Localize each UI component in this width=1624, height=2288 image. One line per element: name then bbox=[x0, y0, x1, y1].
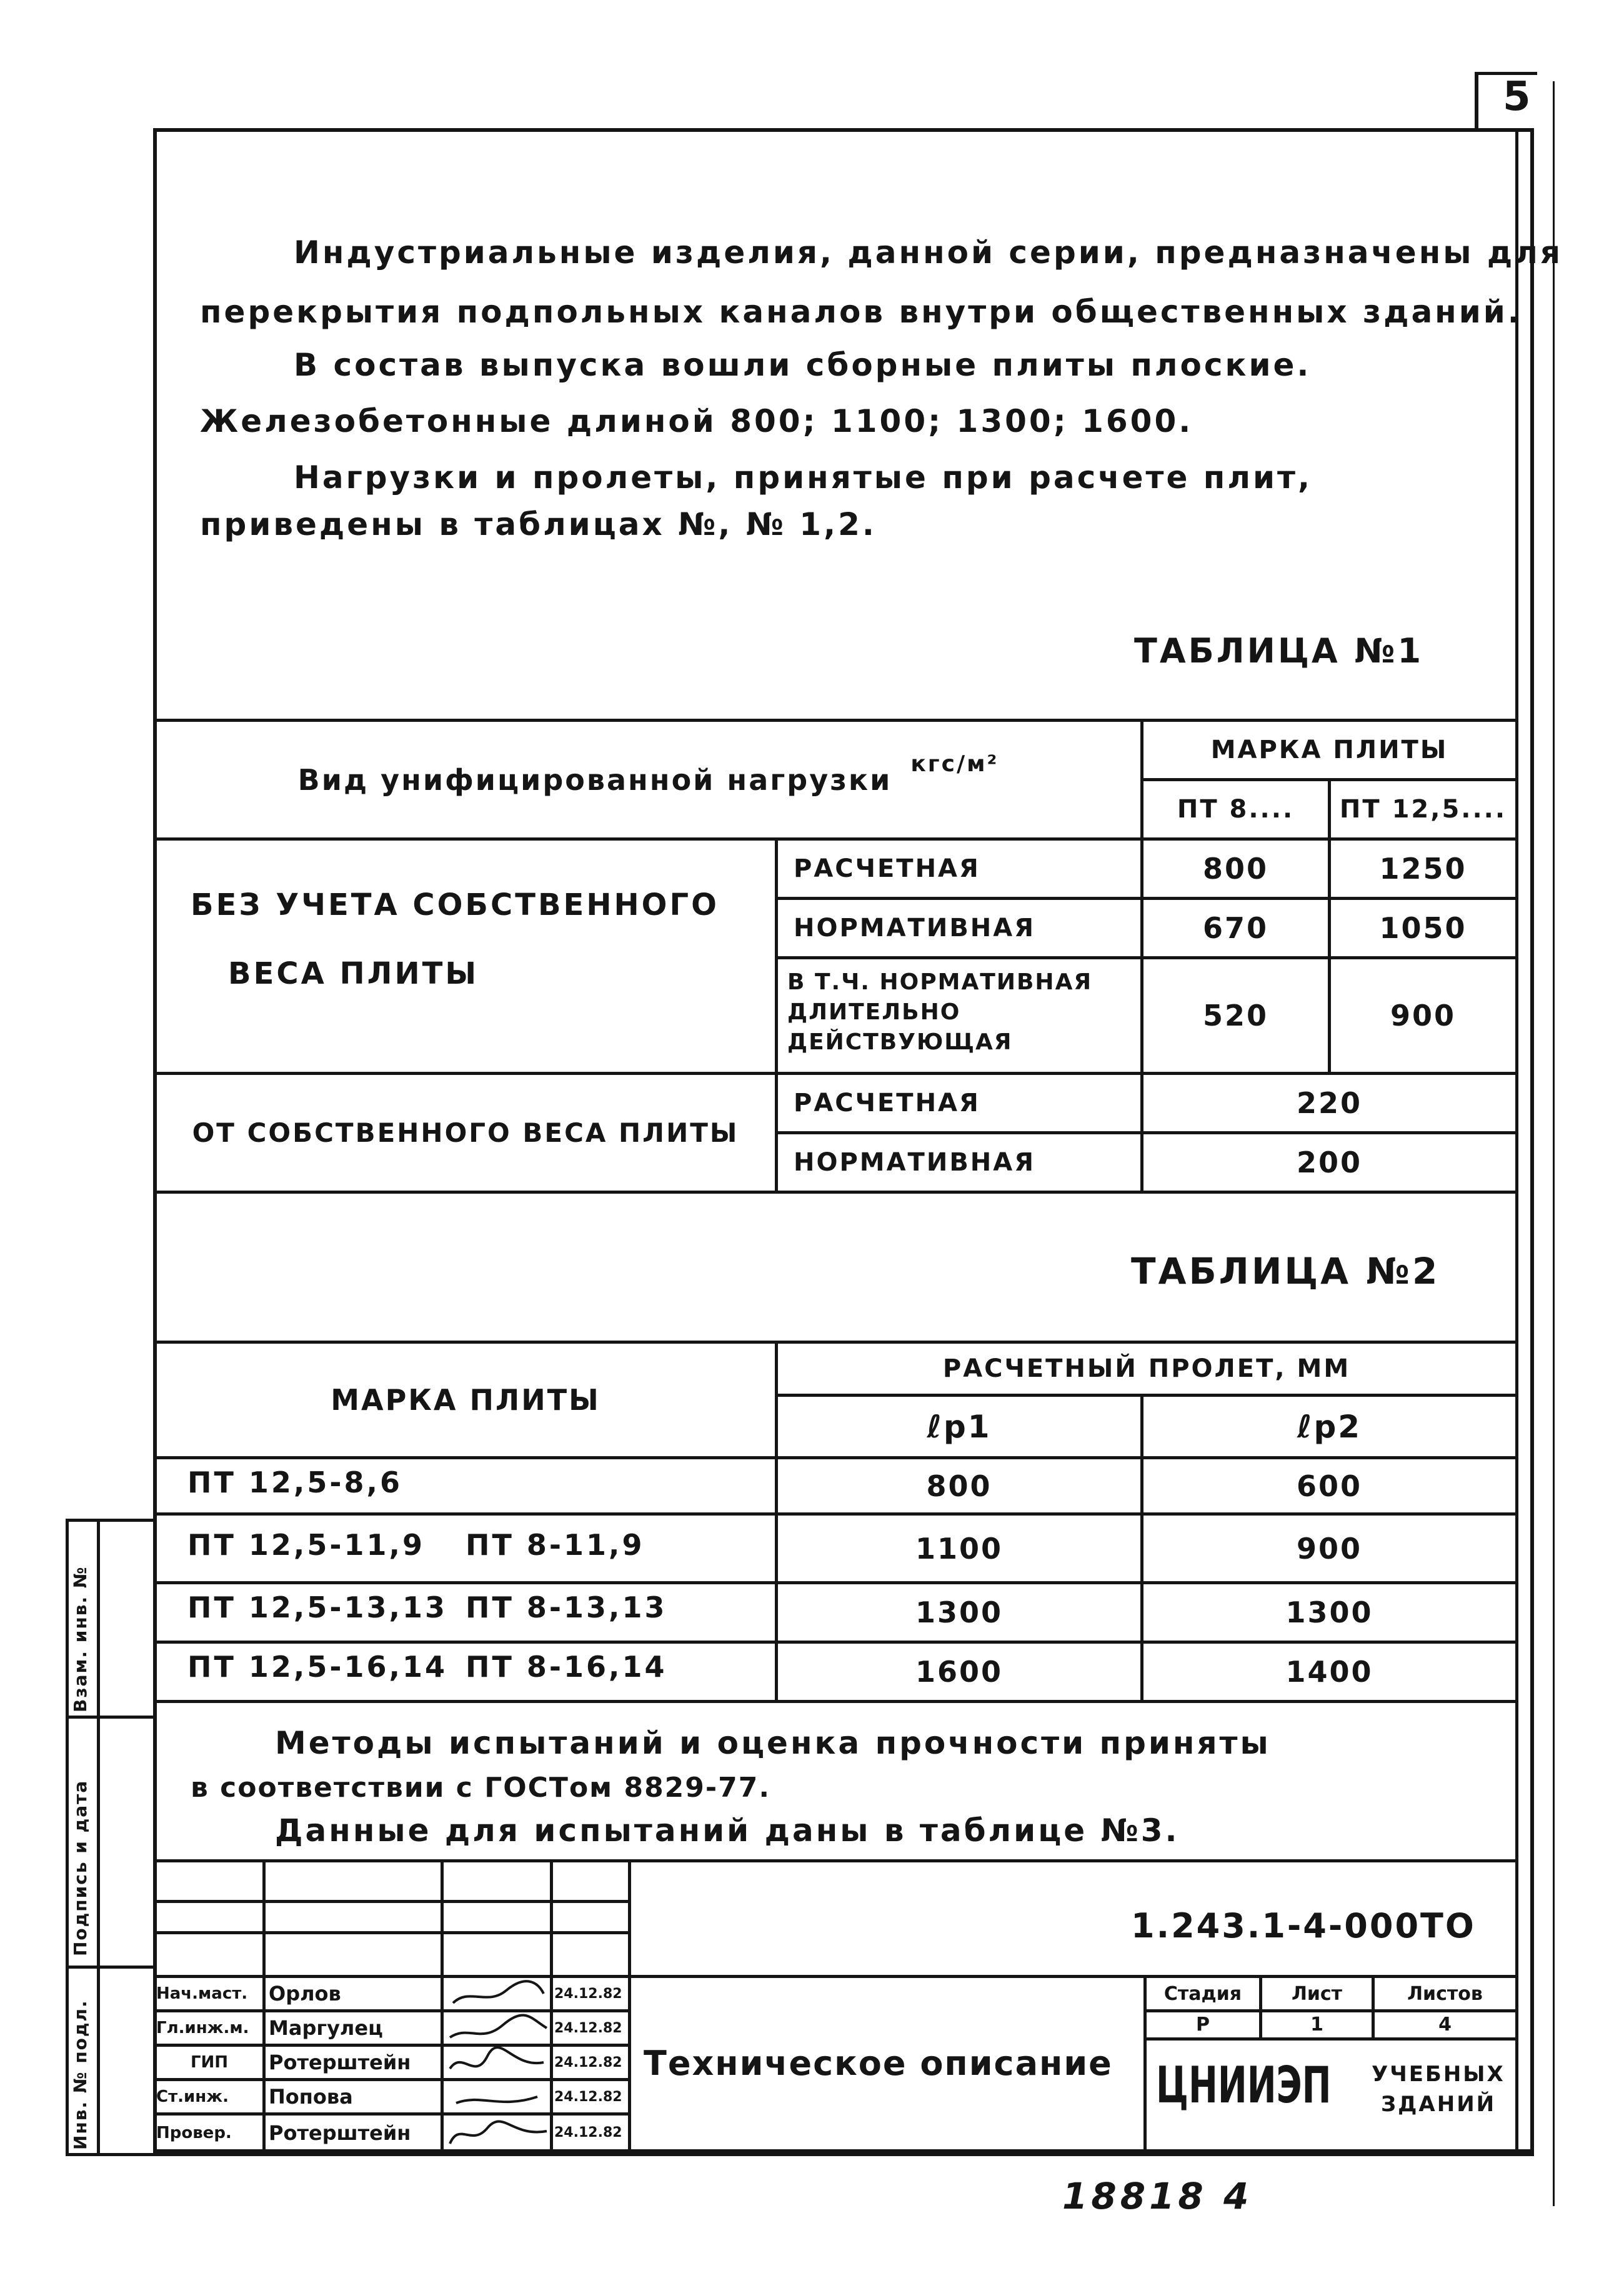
stamp-role-5: Провер. bbox=[156, 2123, 232, 2142]
stamp-role-1: Нач.маст. bbox=[156, 1984, 248, 2003]
stamp-line bbox=[262, 1859, 266, 2153]
t2-row2-m1: ПТ 12,5-11,9 bbox=[187, 1528, 425, 1562]
signature-2 bbox=[450, 2015, 547, 2037]
t2-header-mark: МАРКА ПЛИТЫ bbox=[331, 1383, 600, 1417]
org-name-line2: ЗДАНИЙ bbox=[1381, 2092, 1497, 2117]
t1-header-load-cell bbox=[156, 722, 1140, 837]
t1-row2-label: НОРМАТИВНАЯ bbox=[794, 914, 1036, 942]
sheet-value: 1 bbox=[1310, 2013, 1323, 2036]
stamp-name-4: Попова bbox=[269, 2085, 353, 2109]
t1-header-load: Вид унифицированной нагрузки bbox=[297, 762, 892, 797]
t1-group1-line1: БЕЗ УЧЕТА СОБСТВЕННОГО bbox=[191, 887, 719, 922]
t1-group2-row2-label: НОРМАТИВНАЯ bbox=[794, 1148, 1036, 1177]
t2-row3-l1: 1300 bbox=[915, 1596, 1004, 1629]
t2-row3-m1: ПТ 12,5-13,13 bbox=[187, 1591, 447, 1624]
signature-4 bbox=[456, 2097, 537, 2103]
document-title: Техническое описание bbox=[644, 2044, 1113, 2083]
sheets-label: Листов bbox=[1407, 1982, 1483, 2005]
t2-row4-m2: ПТ 8-16,14 bbox=[466, 1650, 667, 1684]
t1-row1-a: 800 bbox=[1202, 852, 1269, 886]
t1-row3-label-line3: ДЕЙСТВУЮЩАЯ bbox=[787, 1029, 1013, 1055]
t1-col-b: ПТ 12,5.... bbox=[1339, 795, 1507, 824]
t2-row2-m2: ПТ 8-11,9 bbox=[466, 1528, 645, 1562]
t1-row1-b: 1250 bbox=[1379, 852, 1467, 886]
t2-row3-m2: ПТ 8-13,13 bbox=[466, 1591, 667, 1624]
stamp-line bbox=[1143, 2037, 1515, 2041]
methods-line-3: Данные для испытаний даны в таблице №3. bbox=[275, 1812, 1180, 1849]
t2-row2-l2: 900 bbox=[1296, 1531, 1363, 1566]
t2-row4-m1: ПТ 12,5-16,14 bbox=[187, 1650, 447, 1684]
t2-header-span: РАСЧЕТНЫЙ ПРОЛЕТ, ММ bbox=[942, 1354, 1351, 1383]
t2-row1-m1: ПТ 12,5-8,6 bbox=[187, 1466, 402, 1499]
side-margin-line bbox=[66, 1966, 153, 1969]
stamp-date-5: 24.12.82 bbox=[554, 2125, 622, 2141]
sheet-label: Лист bbox=[1291, 1982, 1343, 2005]
t2-col-2: ℓр2 bbox=[1297, 1408, 1362, 1445]
t1-row3-label-line2: ДЛИТЕЛЬНО bbox=[787, 999, 961, 1025]
footer-number: 18818 4 bbox=[1062, 2175, 1253, 2217]
stage-label: Стадия bbox=[1163, 1982, 1242, 2005]
t2-col-1: ℓр1 bbox=[927, 1408, 992, 1445]
signature-1 bbox=[453, 1981, 544, 2003]
sheet-frame-inner-line bbox=[1515, 128, 1518, 2153]
t1-group2: ОТ СОБСТВЕННОГО ВЕСА ПЛИТЫ bbox=[192, 1117, 739, 1148]
side-margin-line bbox=[66, 1716, 153, 1719]
signature-5 bbox=[450, 2122, 547, 2144]
stamp-name-3: Ротерштейн bbox=[269, 2051, 411, 2074]
t2-row4-l1: 1600 bbox=[915, 1655, 1004, 1689]
signatures bbox=[444, 1975, 550, 2153]
stamp-date-3: 24.12.82 bbox=[554, 2054, 622, 2071]
page-number: 5 bbox=[1503, 74, 1531, 120]
side-label-sign-date: Подпись и дата bbox=[70, 1779, 91, 1956]
table-1-title: ТАБЛИЦА №1 bbox=[1134, 631, 1424, 671]
side-margin-line bbox=[66, 1519, 153, 1522]
side-margin-line bbox=[66, 2153, 1534, 2156]
t1-col-a: ПТ 8.... bbox=[1177, 795, 1295, 824]
intro-line-1: Индустриальные изделия, данной серии, предназначены для bbox=[294, 234, 1563, 271]
intro-line-3: В состав выпуска вошли сборные плиты плоские. bbox=[294, 347, 1312, 383]
intro-line-2: перекрытия подпольных каналов внутри общественных зданий. bbox=[200, 294, 1522, 330]
methods-line-2: в соответствии с ГОСТом 8829-77. bbox=[191, 1772, 771, 1804]
stamp-name-5: Ротерштейн bbox=[269, 2121, 411, 2145]
sheets-value: 4 bbox=[1438, 2013, 1452, 2036]
table-2-title: ТАБЛИЦА №2 bbox=[1131, 1250, 1440, 1292]
t2-row3-l2: 1300 bbox=[1285, 1596, 1373, 1629]
stamp-line bbox=[153, 1859, 1515, 1862]
t1-row3-label bbox=[787, 967, 1092, 1057]
t2-row1-l1: 800 bbox=[926, 1469, 992, 1503]
intro-line-4: Железобетонные длиной 800; 1100; 1300; 1600. bbox=[200, 403, 1193, 439]
stamp-name-2: Маргулец bbox=[269, 2016, 383, 2040]
t2-row2-l1: 1100 bbox=[915, 1531, 1004, 1566]
stamp-line bbox=[628, 1859, 631, 2153]
stamp-date-4: 24.12.82 bbox=[554, 2089, 622, 2105]
stage-value: Р bbox=[1196, 2013, 1210, 2036]
t1-row1-label: РАСЧЕТНАЯ bbox=[794, 854, 980, 883]
document-code: 1.243.1-4-000ТО bbox=[1131, 1906, 1476, 1946]
t1-header-unit: кгс/м² bbox=[910, 751, 999, 777]
t2-row4-l2: 1400 bbox=[1285, 1655, 1373, 1689]
stamp-line bbox=[550, 1859, 553, 2153]
t2-line bbox=[153, 1700, 1515, 1703]
intro-line-5: Нагрузки и пролеты, принятые при расчете плит, bbox=[294, 459, 1312, 496]
side-margin-line bbox=[97, 1519, 100, 2153]
stamp-role-3: ГИП bbox=[190, 2053, 229, 2072]
stamp-role-2: Гл.инж.м. bbox=[156, 2019, 249, 2037]
t1-group1-line2: ВЕСА ПЛИТЫ bbox=[228, 956, 479, 991]
side-label-inv-orig: Инв. № подл. bbox=[70, 1999, 91, 2150]
t1-row3-a: 520 bbox=[1202, 999, 1269, 1032]
t1-row2-a: 670 bbox=[1202, 911, 1269, 945]
side-margin-line bbox=[66, 1519, 69, 2153]
t1-group2-row1-value: 220 bbox=[1296, 1086, 1363, 1120]
intro-line-6: приведены в таблицах №, № 1,2. bbox=[200, 506, 877, 542]
stamp-role-4: Ст.инж. bbox=[156, 2087, 229, 2106]
stamp-date-1: 24.12.82 bbox=[554, 1986, 622, 2002]
stamp-name-1: Орлов bbox=[269, 1982, 341, 2006]
t1-group2-row1-label: РАСЧЕТНАЯ bbox=[794, 1089, 980, 1117]
t1-row3-label-line1: В Т.Ч. НОРМАТИВНАЯ bbox=[787, 969, 1093, 995]
t1-row3-b: 900 bbox=[1390, 999, 1457, 1032]
signature-3 bbox=[450, 2047, 544, 2069]
t1-row2-b: 1050 bbox=[1379, 911, 1467, 945]
methods-line-1: Методы испытаний и оценка прочности приняты bbox=[275, 1725, 1271, 1761]
t1-group2-row2-value: 200 bbox=[1296, 1146, 1363, 1179]
side-label-replace-inv: Взам. инв. № bbox=[70, 1566, 91, 1712]
t2-row1-l2: 600 bbox=[1296, 1469, 1363, 1503]
t1-header-mark: МАРКА ПЛИТЫ bbox=[1210, 736, 1448, 764]
stamp-line bbox=[153, 1931, 628, 1934]
t1-line bbox=[153, 1191, 1515, 1194]
org-name-line1: УЧЕБНЫХ bbox=[1372, 2062, 1505, 2087]
stamp-line bbox=[153, 1900, 628, 1903]
org-logo: ЦНИИЭП bbox=[1156, 2056, 1332, 2114]
stamp-date-2: 24.12.82 bbox=[554, 2020, 622, 2036]
org-name bbox=[1372, 2059, 1505, 2119]
page-number-bracket bbox=[1475, 72, 1478, 131]
right-edge-line bbox=[1553, 81, 1555, 2206]
